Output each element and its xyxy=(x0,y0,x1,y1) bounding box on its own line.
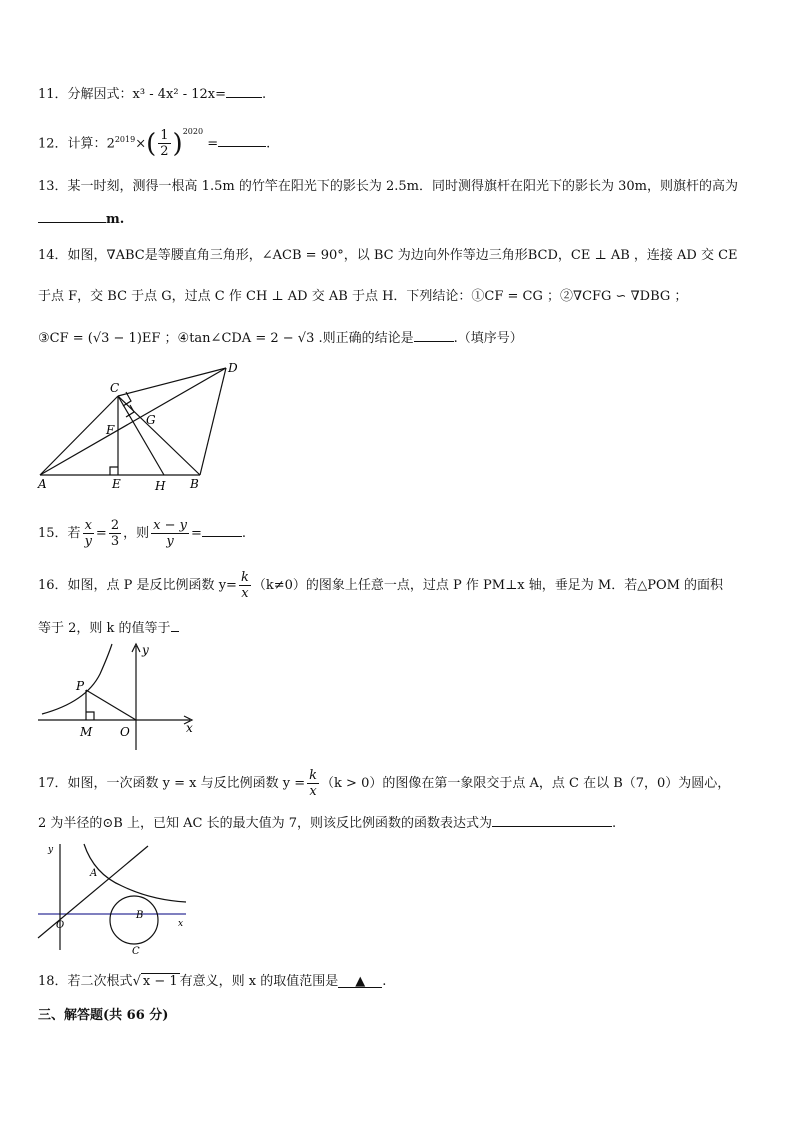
q16-label-y: y xyxy=(142,643,149,657)
question-14-line-1 xyxy=(38,247,738,265)
q14-label-G: G xyxy=(146,413,156,427)
q12-right-paren: ) xyxy=(172,128,183,159)
q12-number: 12． xyxy=(38,136,68,152)
q16-figure xyxy=(36,640,206,756)
q13-number: 13． xyxy=(38,179,68,194)
q14-figure xyxy=(30,360,250,496)
q16-label-M: M xyxy=(80,725,93,739)
q15-f3-den: y xyxy=(166,534,174,549)
q12-exponent-2: 2020 xyxy=(182,127,204,136)
q14-label-B: B xyxy=(190,477,199,491)
q17-number: 17． xyxy=(38,776,68,791)
q12-prefix: 计算： xyxy=(67,136,107,152)
q12-end: . xyxy=(266,136,271,152)
q14-label-H: H xyxy=(155,479,166,493)
q15-fraction-3 xyxy=(151,518,189,549)
section-heading: 三、解答题(共 66 分) xyxy=(38,1008,169,1023)
q11-number: 11． xyxy=(38,87,68,102)
q13-text: 某一时刻，测得一根高 1.5m 的竹竿在阳光下的影长为 2.5m．同时测得旗杆在阳光下的影长为 30m，则旗杆的高为 xyxy=(67,179,738,194)
q15-f1-den: y xyxy=(84,534,92,549)
q15-equals-1: = xyxy=(95,526,107,541)
q16-text-1a: 如图，点 P 是反比例函数 y= xyxy=(67,578,237,593)
q15-f3-num: x − y xyxy=(153,518,187,533)
q15-number: 15． xyxy=(38,526,68,541)
q14-text-3: ③CF = (√3 − 1)EF ；④tan∠CDA = 2 − √3 .则正确的结论是 xyxy=(38,331,414,346)
q12-fraction-num: 1 xyxy=(160,128,169,144)
q15-answer-blank xyxy=(202,522,242,537)
q17-answer-blank xyxy=(492,812,612,827)
q18-prefix: 若二次根式 xyxy=(67,974,133,989)
q14-label-F: F xyxy=(106,423,115,437)
q17-fraction-den: x xyxy=(309,784,317,799)
q14-label-A: A xyxy=(38,477,47,491)
q16-answer-blank xyxy=(171,617,179,632)
q12-answer-blank xyxy=(218,132,266,147)
q18-number: 18． xyxy=(38,974,68,989)
q17-end: . xyxy=(612,816,617,831)
q13-unit: m. xyxy=(106,212,125,227)
q13-answer-blank xyxy=(38,208,106,223)
q16-number: 16． xyxy=(38,578,68,593)
q15-f2-den: 3 xyxy=(110,534,120,549)
question-16-line-1 xyxy=(38,566,723,606)
q14-label-C: C xyxy=(110,381,120,395)
q17-label-x: x xyxy=(178,919,184,929)
q12-exponent-1: 2019 xyxy=(114,135,136,144)
q16-fraction xyxy=(239,570,251,601)
q18-answer-blank xyxy=(338,973,382,988)
q16-label-x: x xyxy=(186,721,193,735)
q15-f1-num: x xyxy=(83,518,94,534)
q18-end: . xyxy=(382,974,387,989)
question-17-line-1 xyxy=(38,764,730,804)
q12-times: × xyxy=(135,136,147,152)
q17-figure xyxy=(36,840,196,960)
q12-fraction xyxy=(158,128,170,159)
q17-label-O: O xyxy=(56,920,65,931)
q11-end: . xyxy=(262,87,267,102)
q15-fraction-2 xyxy=(109,518,121,549)
question-12 xyxy=(38,120,270,164)
q11-answer-blank xyxy=(226,83,262,98)
question-16-line-2 xyxy=(38,617,179,638)
q15-fraction-1 xyxy=(83,518,94,549)
question-11 xyxy=(38,83,266,104)
q12-base: 2 xyxy=(106,136,115,152)
question-14-line-2 xyxy=(38,288,687,306)
question-13-line-1 xyxy=(38,178,738,196)
q12-equals: = xyxy=(207,136,219,152)
q12-left-paren: ( xyxy=(146,128,157,159)
q11-text: 分解因式：x³ - 4x² - 12x= xyxy=(67,87,226,102)
q14-label-E: E xyxy=(112,477,121,491)
q17-label-y: y xyxy=(48,845,54,855)
q17-text-1a: 如图，一次函数 y = x 与反比例函数 y = xyxy=(67,776,306,791)
q15-end: . xyxy=(241,526,247,541)
q12-fraction-den: 2 xyxy=(160,144,169,160)
q17-text-1b: （k > 0）的图像在第一象限交于点 A，点 C 在以 B（7，0）为圆心， xyxy=(321,776,731,791)
q15-prefix: 若 xyxy=(67,526,81,541)
q14-label-D: D xyxy=(228,361,238,375)
q14-text-3-end: .（填序号） xyxy=(453,331,523,346)
question-15 xyxy=(38,514,246,554)
q16-fraction-num: k xyxy=(240,570,249,585)
q18-radicand: x − 1 xyxy=(142,974,178,989)
q16-label-P: P xyxy=(76,679,85,693)
q15-equals-2: = xyxy=(190,526,202,541)
q14-text-1: 如图，∇ABC是等腰直角三角形，∠ACB = 90°，以 BC 为边向外作等边三角形BCD，CE ⊥ AB ，连接 AD 交 CE xyxy=(67,248,738,263)
q17-text-2: 2 为半径的⊙B 上，已知 AC 长的最大值为 7，则该反比例函数的函数表达式为 xyxy=(38,816,492,831)
question-14-line-3 xyxy=(38,327,523,348)
q15-f2-num: 2 xyxy=(110,518,120,533)
question-18: 18．若二次根式√ x − 1 有意义，则 x 的取值范围是 ▲ . xyxy=(38,974,387,989)
q14-answer-blank xyxy=(414,327,454,342)
q17-label-B: B xyxy=(136,910,144,921)
q17-label-A: A xyxy=(90,868,98,879)
q16-label-O: O xyxy=(120,725,130,739)
q18-middle: 有意义，则 x 的取值范围是 xyxy=(179,974,339,989)
q17-label-C: C xyxy=(132,946,140,957)
question-13-line-2 xyxy=(38,208,124,229)
q14-number: 14． xyxy=(38,248,68,263)
q16-text-2: 等于 2，则 k 的值等于 xyxy=(38,621,171,636)
question-17-line-2 xyxy=(38,812,616,833)
q18-answer-mark: ▲ xyxy=(355,974,366,989)
q15-middle: ，则 xyxy=(123,526,150,541)
q16-text-1b: （k≠0）的图象上任意一点，过点 P 作 PM⊥x 轴，垂足为 M．若△POM 的面积 xyxy=(252,578,724,593)
q17-fraction-num: k xyxy=(309,768,318,783)
q17-fraction xyxy=(307,768,319,799)
q14-text-2: 于点 F，交 BC 于点 G，过点 C 作 CH ⊥ AD 交 AB 于点 H．下列结论：①CF = CG ；②∇CFG ∽ ∇DBG ； xyxy=(38,289,688,304)
q16-fraction-den: x xyxy=(241,586,249,601)
